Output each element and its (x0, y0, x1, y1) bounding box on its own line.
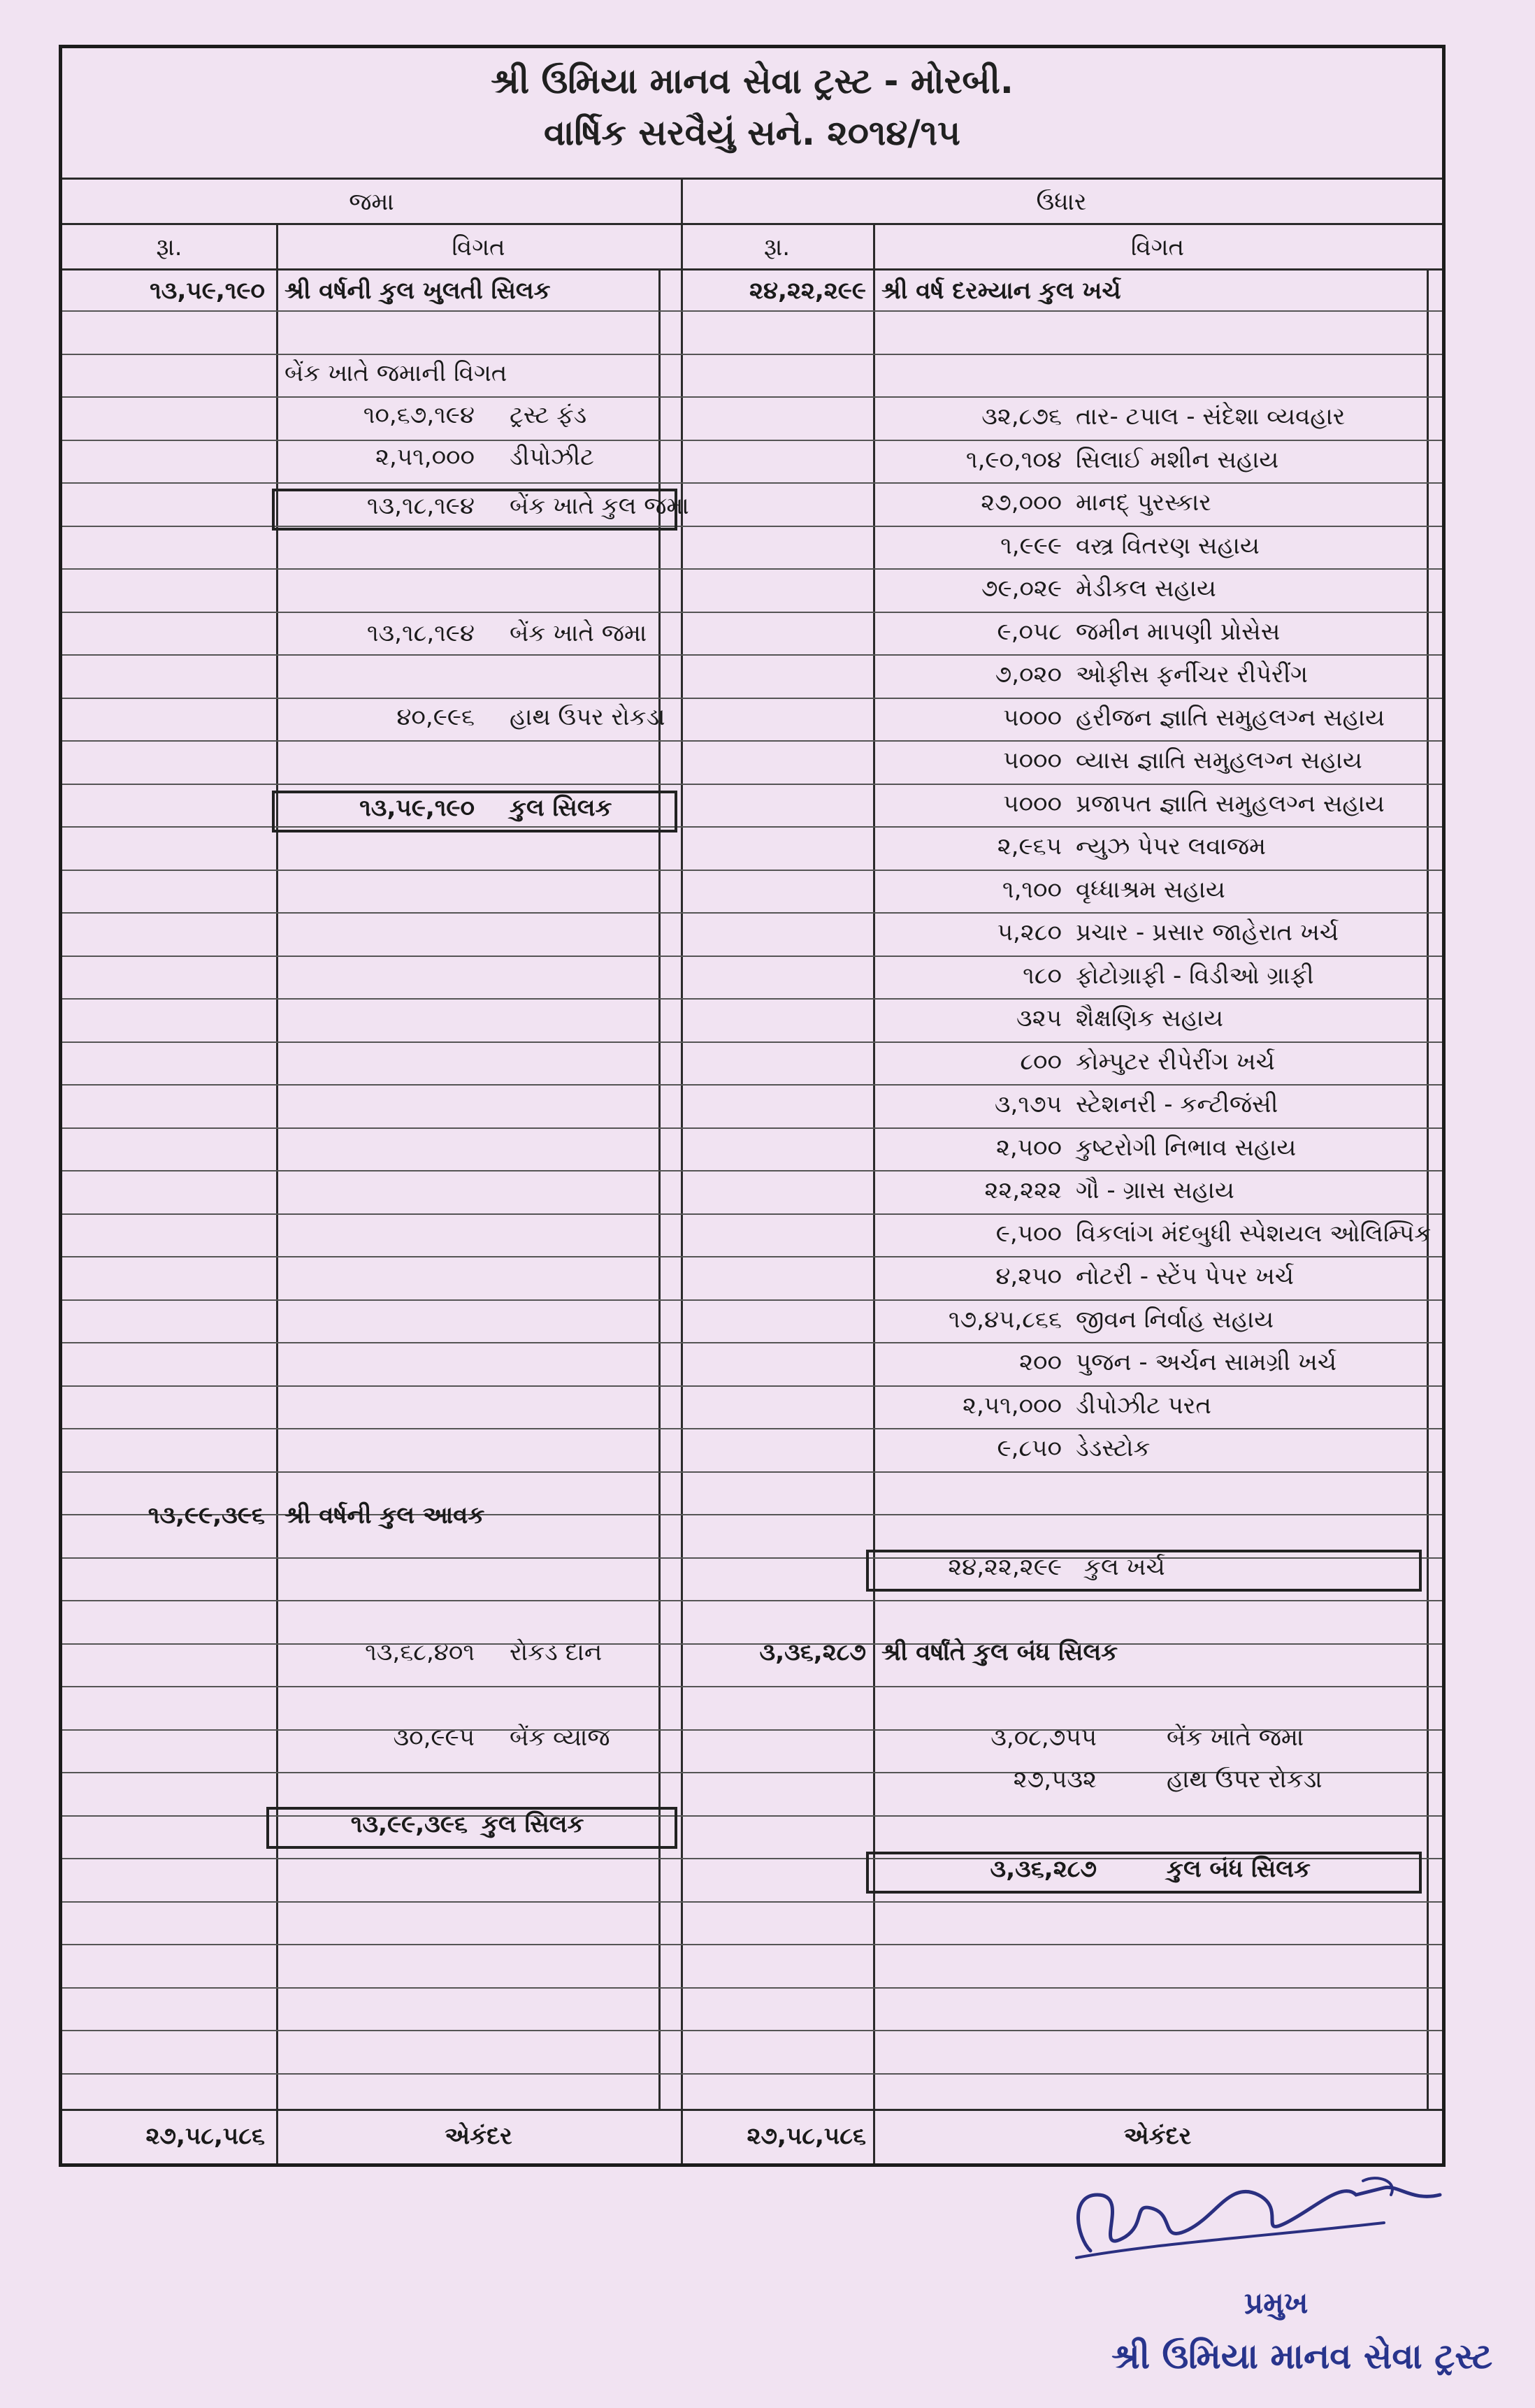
closing-total-amount: ૩,૩૬,૨૮૭ (990, 1855, 1097, 1883)
right-detail-header: વિગત (1130, 233, 1185, 261)
row-line (62, 870, 1442, 871)
row-line (62, 1471, 1442, 1473)
row-line (62, 2030, 1442, 2031)
expense-item-label: નોટરી - સ્ટેંપ પેપર ખર્ચ (1076, 1262, 1294, 1290)
expense-item-amount: ૨,૫૦૦ (995, 1134, 1062, 1162)
expense-item-label: માનદ્ પુરસ્કાર (1076, 489, 1211, 517)
column-divider (1427, 268, 1429, 2109)
interest-amount: ૩૦,૯૯૫ (393, 1724, 475, 1752)
org-title: શ્રી ઉમિયા માનવ સેવા ટ્રસ્ટ - મોરબી. (491, 61, 1014, 101)
income-total-label: કુલ સિલક (482, 1810, 584, 1838)
row-line (62, 1987, 1442, 1989)
expense-item-label: વસ્ત્ર વિતરણ સહાય (1076, 532, 1260, 560)
expense-item-label: ઓફીસ ફર્નીચર રીપેરીંગ (1076, 661, 1309, 688)
divider (62, 268, 1442, 271)
closing-cash-label: હાથ ઉપર રોકડા (1167, 1766, 1323, 1794)
expense-item-label: વિકલાંગ મંદબુધી સ્પેશયલ ઓલિમ્પિક (1076, 1220, 1432, 1248)
row-line (62, 1170, 1442, 1171)
expense-item-amount: ૯,૦૫૮ (997, 618, 1062, 646)
bank-credit-label: બેંક ખાતે જમા (510, 619, 647, 647)
signature-scribble (1048, 2153, 1496, 2279)
row-line (62, 354, 1442, 355)
expense-item-amount: ૪,૨૫૦ (995, 1262, 1062, 1290)
expense-item-label: કુષ્ટરોગી નિભાવ સહાય (1076, 1134, 1297, 1162)
expense-item-amount: ૮૦૦ (1020, 1048, 1062, 1076)
expense-item-amount: ૩૨૫ (1016, 1004, 1062, 1032)
deposit-label: ડીપોઝીટ (510, 443, 594, 471)
expense-item-amount: ૭,૦૨૦ (995, 661, 1062, 688)
opening-label: શ્રી વર્ષની કુલ ખુલતી સિલક (284, 277, 551, 305)
cash-amount: ૪૦,૯૯૬ (396, 703, 475, 731)
divider (62, 178, 1442, 180)
expense-item-label: ડીપોઝીટ પરત (1076, 1392, 1211, 1420)
expense-item-label: વૃધ્ધાશ્રમ સહાય (1076, 876, 1225, 904)
expense-item-label: ગૌ - ગ્રાસ સહાય (1076, 1176, 1234, 1204)
total-expense-amount: ૨૪,૨૨,૨૯૯ (948, 1553, 1062, 1581)
row-line (62, 526, 1442, 527)
row-line (62, 1299, 1442, 1301)
income-amount: ૧૩,૯૯,૩૯૬ (147, 1501, 265, 1529)
row-line (62, 1514, 1442, 1515)
signature-role: પ્રમુખ (1244, 2286, 1309, 2320)
signature-block (1048, 2153, 1496, 2391)
expense-item-label: પ્રજાપત જ્ઞાતિ સમુહલગ્ન સહાય (1076, 790, 1385, 818)
expense-item-amount: ૧,૯૦,૧૦૪ (965, 446, 1062, 474)
row-line (62, 1901, 1442, 1903)
bank-detail-label: બેંક ખાતે જમાની વિગત (284, 359, 507, 387)
row-line (62, 612, 1442, 613)
right-grand-amount: ૨૭,૫૮,૫૮૬ (747, 2122, 866, 2150)
row-line (62, 440, 1442, 441)
closing-bank-label: બેંક ખાતે જમા (1167, 1724, 1304, 1752)
balance-amount: ૧૩,૫૯,૧૯૦ (359, 794, 475, 822)
balance-label: કુલ સિલક (510, 794, 612, 822)
expense-item-amount: ૯,૮૫૦ (997, 1434, 1062, 1462)
row-line (62, 568, 1442, 570)
signature-org: શ્રી ઉમિયા માનવ સેવા ટ્રસ્ટ (1111, 2336, 1493, 2377)
balance-sheet (59, 45, 1446, 2167)
expense-item-amount: ૨,૯૬૫ (997, 832, 1062, 860)
expense-item-label: કોમ્પુટર રીપેરીંગ ખર્ચ (1076, 1048, 1275, 1076)
report-subtitle: વાર્ષિક સરવૈયું સને. ૨૦૧૪/૧૫ (544, 113, 960, 153)
expense-item-label: ન્યુઝ પેપર લવાજમ (1076, 832, 1267, 860)
expense-item-label: પ્રચાર - પ્રસાર જાહેરાત ખર્ચ (1076, 918, 1339, 946)
expense-item-label: વ્યાસ જ્ઞાતિ સમુહલગ્ન સહાય (1076, 747, 1362, 774)
expense-amount: ૨૪,૨૨,૨૯૯ (749, 277, 866, 305)
expense-item-amount: ૫૦૦૦ (1003, 747, 1062, 774)
row-line (62, 826, 1442, 828)
row-line (62, 1600, 1442, 1601)
trust-fund-amount: ૧૦,૬૭,૧૯૪ (363, 401, 475, 429)
row-line (62, 2073, 1442, 2075)
expense-item-amount: ૧,૧૦૦ (1002, 876, 1062, 904)
expense-item-label: તાર- ટપાલ - સંદેશા વ્યવહાર (1076, 403, 1346, 431)
closing-label: શ્રી વર્ષાંતે કુલ બંધ સિલક (881, 1638, 1118, 1666)
right-grand-label: એકંદર (1123, 2122, 1192, 2150)
expense-item-label: જમીન માપણી પ્રોસેસ (1076, 618, 1281, 646)
expense-item-label: પુજન - અર્ચન સામગ્રી ખર્ચ (1076, 1348, 1337, 1376)
income-total-amount: ૧૩,૯૯,૩૯૬ (350, 1810, 468, 1838)
row-line (62, 998, 1442, 1000)
row-line (62, 956, 1442, 957)
expense-label: શ્રી વર્ષ દરમ્યાન કુલ ખર્ચ (881, 277, 1121, 305)
donation-amount: ૧૩,૬૮,૪૦૧ (365, 1638, 475, 1666)
expense-item-amount: ૭૯,૦૨૯ (981, 575, 1062, 603)
cash-label: હાથ ઉપર રોકડા (510, 703, 665, 731)
expense-item-label: ફોટોગ્રાફી - વિડીઓ ગ્રાફી (1076, 962, 1314, 990)
closing-bank-amount: ૩,૦૮,૭૫૫ (990, 1724, 1097, 1752)
row-line (62, 482, 1442, 484)
row-line (62, 1256, 1442, 1257)
expense-item-amount: ૩,૧૭૫ (994, 1090, 1062, 1118)
expense-item-amount: ૫૦૦૦ (1003, 704, 1062, 732)
expense-item-amount: ૨૨,૨૨૨ (984, 1176, 1062, 1204)
row-line (62, 1041, 1442, 1043)
row-line (62, 1428, 1442, 1429)
row-line (62, 1213, 1442, 1215)
total-expense-label: કુલ ખર્ચ (1084, 1553, 1165, 1581)
opening-amount: ૧૩,૫૯,૧૯૦ (150, 277, 265, 305)
row-line (62, 912, 1442, 914)
left-group-header: જમા (349, 188, 394, 216)
row-line (62, 1342, 1442, 1343)
expense-item-amount: ૫,૨૮૦ (997, 918, 1062, 946)
expense-item-label: સ્ટેશનરી - કન્ટીજંસી (1076, 1090, 1278, 1118)
row-line (62, 654, 1442, 656)
bank-credit-amount: ૧૩,૧૮,૧૯૪ (366, 619, 475, 647)
row-line (62, 1127, 1442, 1129)
row-line (62, 698, 1442, 699)
closing-amount: ૩,૩૬,૨૮૭ (759, 1638, 866, 1666)
expense-item-amount: ૩૨,૮૭૬ (981, 403, 1062, 431)
income-label: શ્રી વર્ષની કુલ આવક (284, 1501, 485, 1529)
expense-item-label: ડેડસ્ટોક (1076, 1434, 1151, 1462)
right-group-header: ઉધાર (1036, 188, 1087, 216)
expense-item-amount: ૯,૫૦૦ (995, 1220, 1062, 1248)
left-grand-amount: ૨૭,૫૮,૫૮૬ (145, 2122, 265, 2150)
expense-item-amount: ૫૦૦૦ (1003, 790, 1062, 818)
row-line (62, 1944, 1442, 1945)
row-line (62, 1686, 1442, 1687)
row-line (62, 784, 1442, 785)
right-amount-header: રૂા. (763, 233, 791, 261)
row-line (62, 310, 1442, 312)
trust-fund-label: ટ્રસ્ટ ફંડ (510, 401, 587, 429)
left-detail-header: વિગત (452, 233, 505, 261)
deposit-amount: ૨,૫૧,૦૦૦ (375, 443, 475, 471)
row-line (62, 396, 1442, 398)
expense-item-amount: ૨૭,૦૦૦ (981, 489, 1062, 517)
expense-item-label: જીવન નિર્વાહ સહાય (1076, 1306, 1274, 1334)
closing-cash-amount: ૨૭,૫૩૨ (1013, 1766, 1097, 1794)
divider (62, 2109, 1442, 2111)
expense-item-amount: ૧,૯૯૯ (1000, 532, 1062, 560)
left-amount-header: રૂા. (156, 233, 182, 261)
expense-item-label: હરીજન જ્ઞાતિ સમુહલગ્ન સહાય (1076, 704, 1385, 732)
bank-total-amount: ૧૩,૧૮,૧૯૪ (366, 492, 475, 520)
left-grand-label: એકંદર (445, 2122, 512, 2150)
expense-item-amount: ૧૮૦ (1023, 962, 1062, 990)
expense-item-amount: ૨૦૦ (1019, 1348, 1062, 1376)
divider (62, 223, 1442, 225)
expense-item-label: સિલાઈ મશીન સહાય (1076, 446, 1279, 474)
row-line (62, 1385, 1442, 1387)
donation-label: રોકડ દાન (510, 1638, 603, 1666)
row-line (62, 740, 1442, 742)
expense-item-label: મેડીકલ સહાય (1076, 575, 1216, 603)
bank-total-label: બેંક ખાતે કુલ જમા (510, 492, 689, 520)
interest-label: બેંક વ્યાજ (510, 1724, 610, 1752)
expense-item-amount: ૧૭,૪૫,૮૬૬ (948, 1306, 1062, 1334)
row-line (62, 1084, 1442, 1086)
expense-item-amount: ૨,૫૧,૦૦૦ (963, 1392, 1062, 1420)
closing-total-label: કુલ બંધ સિલક (1167, 1855, 1311, 1883)
expense-item-label: શૈક્ષણિક સહાય (1076, 1004, 1223, 1032)
